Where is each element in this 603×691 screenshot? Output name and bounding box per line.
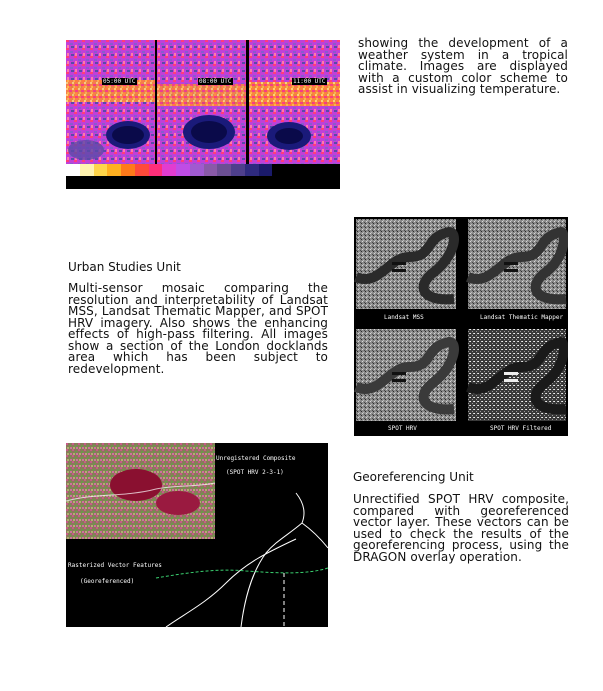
frame-label: 11:00 UTC bbox=[293, 78, 326, 85]
geo-section-title: Georeferencing Unit bbox=[353, 470, 474, 484]
vector-label: Rasterized Vector Features bbox=[68, 562, 162, 569]
colorbar-swatch bbox=[162, 164, 176, 176]
frame-label: 08:00 UTC bbox=[199, 78, 232, 85]
colorbar-swatch bbox=[94, 164, 108, 176]
colorbar-swatch bbox=[190, 164, 204, 176]
colorbar-swatch bbox=[135, 164, 149, 176]
weather-caption: showing the development of a weather system in a tropical climate. Images are displayed with a custom color scheme to assist in visualizing temperature. bbox=[358, 36, 568, 96]
colorbar-swatch bbox=[80, 164, 94, 176]
urban-section-body: Multi-sensor mosaic comparing the resolution and interpretability of Landsat MSS, Landsat Thematic Mapper, and SPOT HRV imagery. Also shows the enhancing effects of high-pass filtering. All images show a section of the London docklands area which has been subject to redevelopment. bbox=[68, 281, 328, 376]
composite-sublabel: (SPOT HRV 2-3-1) bbox=[226, 469, 284, 476]
colorbar-swatch bbox=[121, 164, 135, 176]
image-label: SPOT HRV Filtered bbox=[490, 425, 552, 432]
colorbar-swatch bbox=[107, 164, 121, 176]
colorbar-swatch bbox=[149, 164, 163, 176]
colorbar-swatch bbox=[272, 164, 286, 176]
urban-section-title: Urban Studies Unit bbox=[68, 260, 181, 274]
colorbar-swatch bbox=[259, 164, 273, 176]
vector-sublabel: (Georeferenced) bbox=[80, 578, 135, 585]
colorbar-swatch bbox=[176, 164, 190, 176]
colorbar-swatch bbox=[204, 164, 218, 176]
london-docklands-mosaic bbox=[354, 217, 568, 436]
weather-satellite-image bbox=[66, 40, 340, 164]
colorbar-swatch bbox=[231, 164, 245, 176]
colorbar-swatch bbox=[66, 164, 80, 176]
colorbar-swatch bbox=[245, 164, 259, 176]
image-label: Landsat Thematic Mapper bbox=[480, 314, 564, 321]
image-label: Landsat MSS bbox=[384, 314, 424, 321]
composite-label: Unregistered Composite bbox=[216, 455, 296, 462]
colorbar-swatch bbox=[217, 164, 231, 176]
geo-section-body: Unrectified SPOT HRV composite, compared with georeferenced vector layer. These vectors can be used to check the results of the georeferencing process, using the DRAGON overlay operation. bbox=[353, 492, 569, 564]
image-label: SPOT HRV bbox=[388, 425, 417, 432]
temperature-colorbar bbox=[66, 164, 340, 189]
frame-label: 05:00 UTC bbox=[103, 78, 136, 85]
georeferencing-image bbox=[66, 443, 328, 627]
